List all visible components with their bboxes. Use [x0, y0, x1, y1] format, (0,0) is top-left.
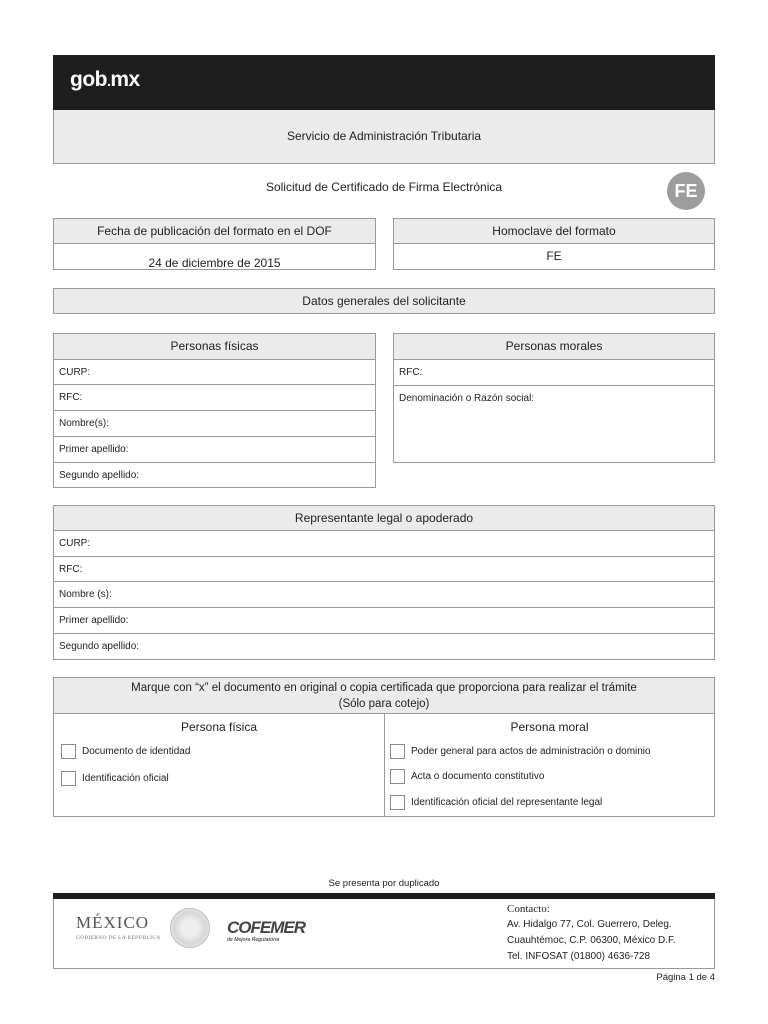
form-title: Solicitud de Certificado de Firma Electrónica — [265, 180, 503, 194]
moral-option-2[interactable]: Acta o documento constitutivo — [390, 769, 544, 784]
moral-rfc-field[interactable]: RFC: — [393, 359, 715, 386]
contact-address-2: Cuauhtémoc, C.P. 06300, México D.F. — [507, 935, 676, 946]
rep-rfc-field[interactable]: RFC: — [53, 556, 715, 582]
checkbox[interactable] — [390, 744, 405, 759]
publication-date: 24 de diciembre de 2015 — [53, 243, 376, 270]
gobmx-logo: gob.mx — [70, 68, 140, 91]
rep-primer-apellido-field[interactable]: Primer apellido: — [53, 607, 715, 634]
contact-address-1: Av. Hidalgo 77, Col. Guerrero, Deleg. — [507, 919, 672, 930]
fisica-documents-title: Persona física — [180, 720, 258, 734]
moral-documents-title: Persona moral — [510, 720, 589, 734]
general-section-header: Datos generales del solicitante — [53, 288, 715, 314]
moral-option-1[interactable]: Poder general para actos de administración o dominio — [390, 744, 651, 759]
contact-info — [507, 901, 676, 965]
mexico-logo-subtitle: GOBIERNO DE LA REPÚBLICA — [76, 935, 161, 941]
form-badge: FE — [667, 172, 705, 210]
duplicate-note: Se presenta por duplicado — [328, 878, 440, 889]
cofemer-logo-subtitle: de Mejora Regulatoria — [227, 937, 280, 943]
national-seal-icon — [170, 908, 210, 948]
header-bar — [53, 55, 715, 110]
cofemer-logo: COFEMER — [227, 918, 305, 937]
fisica-option-2[interactable]: Identificación oficial — [61, 771, 169, 786]
personas-fisicas-header: Personas físicas — [53, 333, 376, 360]
page-number: Página 1 de 4 — [656, 972, 715, 983]
agency-name: Servicio de Administración Tributaria — [53, 110, 715, 164]
rep-curp-field[interactable]: CURP: — [53, 530, 715, 557]
documents-instructions: Marque con “x” el documento en original o copia certificada que proporciona para realizar el trámite — [131, 682, 637, 694]
fisica-documents-panel — [53, 713, 385, 817]
checkbox[interactable] — [390, 769, 405, 784]
rep-nombre-field[interactable]: Nombre (s): — [53, 581, 715, 608]
fisica-rfc-field[interactable]: RFC: — [53, 384, 376, 411]
documents-subtitle: (Sólo para cotejo) — [338, 698, 430, 710]
fisica-primer-apellido-field[interactable]: Primer apellido: — [53, 436, 376, 463]
representante-header: Representante legal o apoderado — [53, 505, 715, 531]
documents-header — [53, 677, 715, 714]
contact-phone: Tel. INFOSAT (01800) 4636-728 — [507, 951, 651, 962]
moral-option-3[interactable]: Identificación oficial del representante legal — [390, 795, 602, 810]
fisica-curp-field[interactable]: CURP: — [53, 359, 376, 385]
publication-label: Fecha de publicación del formato en el DOF — [53, 218, 376, 244]
checkbox[interactable] — [390, 795, 405, 810]
moral-documents-panel — [384, 713, 715, 817]
rep-segundo-apellido-field[interactable]: Segundo apellido: — [53, 633, 715, 660]
checkbox[interactable] — [61, 771, 76, 786]
fisica-nombre-field[interactable]: Nombre(s): — [53, 410, 376, 437]
homoclave-label: Homoclave del formato — [393, 218, 715, 244]
fisica-segundo-apellido-field[interactable]: Segundo apellido: — [53, 462, 376, 488]
checkbox[interactable] — [61, 744, 76, 759]
homoclave-value: FE — [393, 243, 715, 270]
contact-title: Contacto: — [507, 903, 550, 915]
personas-morales-header: Personas morales — [393, 333, 715, 360]
fisica-option-1[interactable]: Documento de identidad — [61, 744, 190, 759]
mexico-logo: MÉXICO — [76, 913, 150, 932]
moral-razon-social-field[interactable]: Denominación o Razón social: — [393, 385, 715, 463]
